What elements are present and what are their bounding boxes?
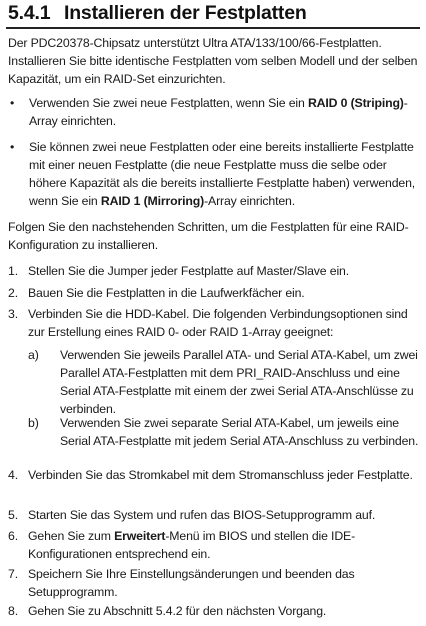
bullet-text: Sie können zwei neue Festplatten oder eine bereits installierte Festplatte mit einer neuen Festplatte (die neue Festplatte muss die selbe oder höhere Kapazität als die bereits installierte Festplatte haben) verwenden, wenn Sie ein RAID 1 (Mirroring)-Array einrichten. — [29, 140, 416, 208]
step-text: Gehen Sie zu Abschnitt 5.4.2 für den nächsten Vorgang. — [28, 604, 327, 618]
bullet-icon: • — [10, 140, 15, 154]
step-item — [8, 305, 420, 341]
substep-item — [28, 414, 420, 450]
section-number: 5.4.1 — [8, 2, 51, 24]
bullet-text: Verwenden Sie zwei neue Festplatten, wenn Sie ein RAID 0 (Striping)-Array einrichten. — [29, 96, 408, 128]
step-text: Starten Sie das System und rufen das BIOS-Setupprogramm auf. — [28, 508, 376, 522]
step-number: 5. — [8, 508, 18, 522]
step-text: Speichern Sie Ihre Einstellungsänderungen und beenden das Setupprogramm. — [28, 567, 355, 599]
step-item — [8, 602, 420, 620]
bullet-icon: • — [10, 96, 15, 110]
step-number: 4. — [8, 468, 18, 482]
step-text: Bauen Sie die Festplatten in die Laufwerkfächer ein. — [28, 286, 305, 300]
section-title: Installieren der Festplatten — [64, 2, 307, 24]
step-number: 6. — [8, 529, 18, 543]
step-number: 3. — [8, 307, 18, 321]
step-item — [8, 466, 420, 484]
step-item — [8, 284, 420, 302]
step-item — [8, 565, 420, 601]
intro-paragraph: Der PDC20378-Chipsatz unterstützt Ultra ATA/133/100/66-Festplatten. Installieren Sie bitte identische Festplatten vom selben Modell und der selben Kapazität, um ein RAID-Set einzurichten. — [8, 36, 418, 86]
bullet-item — [8, 94, 420, 130]
step-number: 8. — [8, 604, 18, 618]
step-item — [8, 262, 420, 280]
lead-paragraph: Folgen Sie den nachstehenden Schritten, um die Festplatten für eine RAID-Konfiguration zu installieren. — [8, 220, 409, 252]
substep-text: Verwenden Sie jeweils Parallel ATA- und Serial ATA-Kabel, um zwei Parallel ATA-Festplatten mit dem PRI_RAID-Anschluss und eine Serial ATA-Festplatte mit einem der zwei Serial ATA-Anschlüsse zu verbinden. — [60, 348, 418, 416]
substep-item — [28, 346, 420, 418]
substep-label: a) — [28, 348, 39, 362]
substep-label: b) — [28, 416, 39, 430]
step-item — [8, 506, 420, 524]
menu-name: Erweitert — [114, 529, 166, 543]
step-number: 1. — [8, 264, 18, 278]
step-number: 2. — [8, 286, 18, 300]
step-text: Stellen Sie die Jumper jeder Festplatte auf Master/Slave ein. — [28, 264, 349, 278]
step-text: Gehen Sie zum Erweitert-Menü im BIOS und stellen die IDE-Konfigurationen entsprechend ein. — [28, 529, 356, 561]
step-text: Verbinden Sie die HDD-Kabel. Die folgenden Verbindungsoptionen sind zur Erstellung eines RAID 0- oder RAID 1-Array geeignet: — [28, 307, 408, 339]
section-heading — [8, 2, 307, 25]
substep-text: Verwenden Sie zwei separate Serial ATA-Kabel, um jeweils eine Serial ATA-Festplatte mit jedem Serial ATA-Anschluss zu verbinden. — [60, 416, 419, 448]
step-item — [8, 527, 420, 563]
bullet-item — [8, 138, 420, 210]
step-number: 7. — [8, 567, 18, 581]
heading-rule — [6, 27, 420, 29]
step-text: Verbinden Sie das Stromkabel mit dem Stromanschluss jeder Festplatte. — [28, 468, 413, 482]
